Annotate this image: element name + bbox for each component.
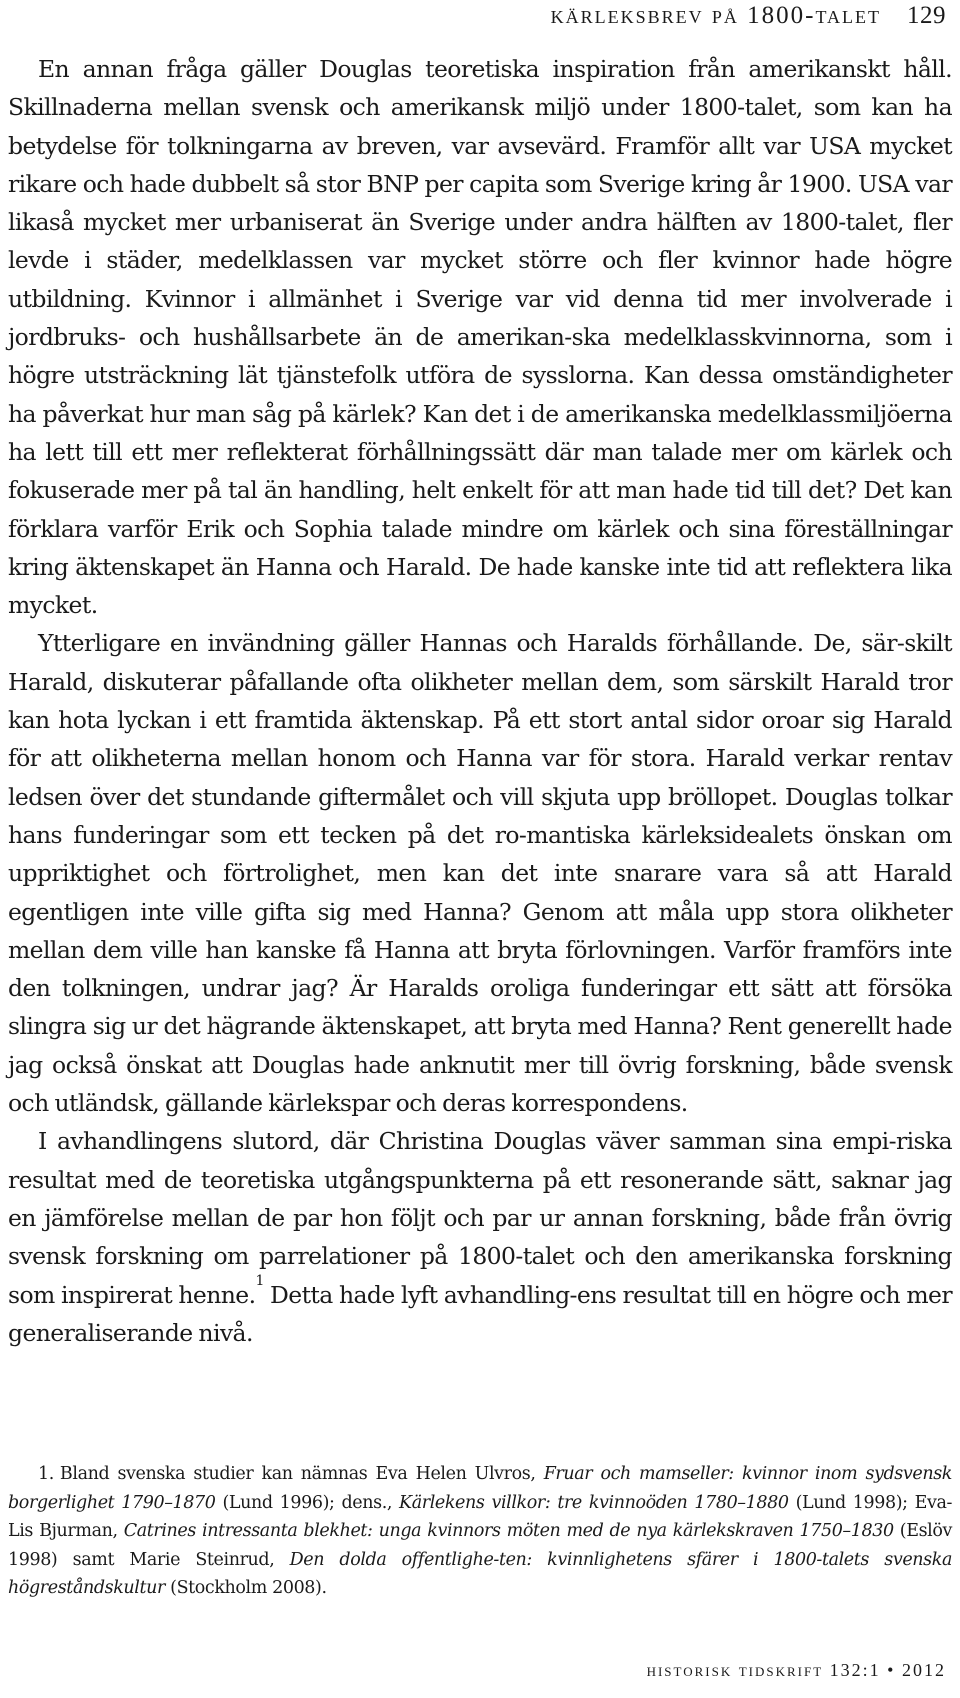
running-foot: historisk tidskrift 132:1 • 2012 <box>646 1660 946 1680</box>
footnote-reference[interactable]: 1 <box>255 1272 264 1289</box>
paragraph-1: En annan fråga gäller Douglas teoretiska inspiration från amerikanskt håll. Skillnaderna mellan svensk och amerikansk miljö under 1800-talet, som kan ha betydelse för tolkningarna av breven, var avsevärd. Framför allt var USA mycket rikare och hade dubbelt så stor BNP per capita som Sverige kring år 1900. USA var likaså mycket mer urbaniserat än Sverige under andra hälften av 1800-talet, fler levde i städer, medelklassen var mycket större och fler kvinnor hade högre utbildning. Kvinnor i allmänhet i Sverige var vid denna tid mer involverade i jordbruks- och hushållsarbete än de amerikan-ska medelklasskvinnorna, som i högre utsträckning lät tjänstefolk utföra de sysslorna. Kan dessa omständigheter ha påverkat hur man såg på kärlek? Kan det i de amerikanska medelklassmiljöerna ha lett till ett mer reflekterat förhållningssätt där man talade mer om kärlek och fokuserade mer på tal än handling, helt enkelt för att man hade tid till det? Det kan förklara varför Erik och Sophia talade mindre om kärlek och sina föreställningar kring äktenskapet än Hanna och Harald. De hade kanske inte tid att reflektera lika mycket. <box>8 55 952 620</box>
footnote-text: (Eslöv 1998) samt Marie Steinrud, <box>8 1521 952 1570</box>
paragraph-3 <box>8 1122 952 1352</box>
paragraph-3-text: I avhandlingens slutord, där Christina Douglas väver samman sina empi-riska resultat med de teoretiska utgångspunkterna på ett resonerande sätt, saknar jag en jämförelse mellan de par hon följt och par ur annan forskning, både från övrig svensk forskning om parrelationer på 1800-talet och den amerikanska forskning som inspirerat henne. <box>8 1127 952 1309</box>
footnote-title: Catrines intressanta blekhet: unga kvinnors möten med de nya kärlekskraven 1750–1830 <box>123 1521 894 1542</box>
footnote-text: Bland svenska studier kan nämnas Eva Helen Ulvros, <box>59 1464 544 1484</box>
paragraph-3-text-continued: Detta hade lyft avhandling-ens resultat till en högre och mer generaliserande nivå. <box>8 1280 952 1347</box>
running-head <box>551 2 946 42</box>
footnote-text: (Lund 1998); Eva-Lis Bjurman, <box>8 1492 953 1542</box>
footnote-title: Kärlekens villkor: tre kvinnoöden 1780–1880 <box>399 1492 789 1513</box>
paragraph-2: Ytterligare en invändning gäller Hannas och Haralds förhållande. De, sär-skilt Harald, diskuterar påfallande ofta olikheter mellan dem, som särskilt Harald tror kan hota lyckan i ett framtida äktenskap. På ett stort antal sidor oroar sig Harald för att olikheterna mellan honom och Hanna var för stora. Harald verkar rentav ledsen över det stundande giftermålet och vill skjuta upp bröllopet. Douglas tolkar hans funderingar som ett tecken på det ro-mantiska kärleksidealets önskan om uppriktighet och förtrolighet, men kan det inte snarare vara så att Harald egentligen inte ville gifta sig med Hanna? Genom att måla upp stora olikheter mellan dem ville han kanske få Hanna att bryta förlovningen. Varför framförs inte den tolkningen, undrar jag? Är Haralds oroliga funderingar ett sätt att försöka slingra sig ur det hägrande äktenskapet, att bryta med Hanna? Rent generellt hade jag också önskat att Douglas hade anknutit mer till övrig forskning, både svensk och utländsk, gällande kärlekspar och deras korrespondens. <box>8 629 952 1118</box>
page-number: 129 <box>907 2 946 29</box>
footnote-number: 1. <box>38 1464 54 1484</box>
footnote-title: Den dolda offentlighe-ten: kvinnlighetens sfärer i 1800-talets svenska högreståndskultur <box>8 1549 952 1599</box>
footnote <box>8 1460 952 1603</box>
footnote-title: Fruar och mamseller: kvinnor inom sydsvensk borgerlighet 1790–1870 <box>8 1464 952 1513</box>
body-text <box>8 50 952 1352</box>
footnote-text: (Lund 1996); dens., <box>215 1492 400 1513</box>
footnote-text: (Stockholm 2008). <box>164 1578 327 1599</box>
running-head-title: kärleksbrev på 1800-talet <box>550 2 881 29</box>
